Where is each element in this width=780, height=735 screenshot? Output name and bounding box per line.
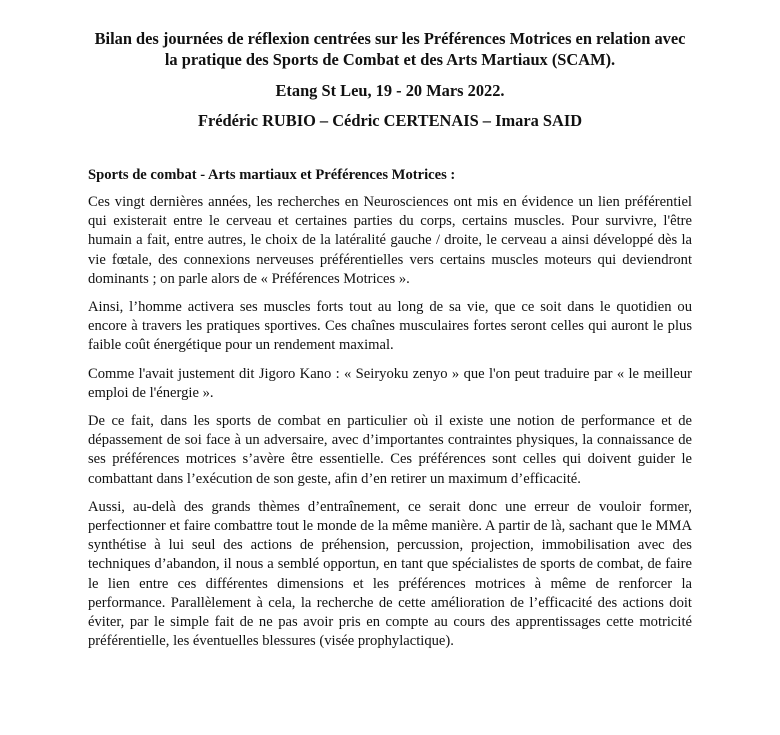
document-title: Bilan des journées de réflexion centrées sur les Préférences Motrices en relation avec la pratique des Sports de Combat et des Arts Martiaux (SCAM). (94, 29, 686, 69)
paragraph: Aussi, au-delà des grands thèmes d’entraînement, ce serait donc une erreur de vouloir former, perfectionner et faire combattre tout le monde de la même manière. A partir de là, sachant que le MMA synthétise à lui seul des actions de préhension, percussion, projection, immobilisation avec des techniques d’abandon, il nous a semblé opportun, en tant que spécialistes de sports de combat, de faire le lien entre ces différentes dimensions et les préférences motrices à même de renforcer la performance. Parallèlement à cela, la recherche de cette amélioration de l’efficacité des actions doit éviter, par le simple fait de ne pas avoir pris en compte au cours des apprentissages cette motricité préférentielle, les éventuelles blessures (visée prophylactique). (88, 498, 692, 650)
paragraph: Comme l'avait justement dit Jigoro Kano : « Seiryoku zenyo » que l'on peut traduire par « le meilleur emploi de l'énergie ». (88, 365, 692, 401)
paragraph: De ce fait, dans les sports de combat en particulier où il existe une notion de performance et de dépassement de soi face à un adversaire, avec d’importantes contraintes physiques, la connaissance de ses préférences motrices s’avère être essentielle. Ces préférences sont celles qui doivent guider le combattant dans l’exécution de son geste, afin d’en retirer un maximum d’efficacité. (88, 413, 692, 487)
paragraph: Ainsi, l’homme activera ses muscles forts tout au long de sa vie, que ce soit dans le quotidien ou encore à travers les pratiques sportives. Ces chaînes musculaires fortes seront celles qui auront le plus faible coût énergétique pour un rendement maximal. (88, 299, 692, 354)
authors: Frédéric RUBIO – Cédric CERTENAIS – Imara SAID (197, 111, 583, 130)
paragraph: Ces vingt dernières années, les recherches en Neurosciences ont mis en évidence un lien préférentiel qui existerait entre le cerveau et certaines parties du corps, certains muscles. Pour survivre, l'être humain a fait, entre autres, le choix de la latéralité gauche / droite, le cerveau a ainsi développé dès la vie fœtale, des connexions nerveuses préférentielles vers certains muscles moteurs qui deviendront dominants ; on parle alors de « Préférences Motrices ». (88, 194, 692, 287)
place-date: Etang St Leu, 19 - 20 Mars 2022. (275, 81, 505, 100)
section-heading: Sports de combat - Arts martiaux et Préférences Motrices : (88, 167, 456, 183)
body-text (88, 193, 692, 651)
